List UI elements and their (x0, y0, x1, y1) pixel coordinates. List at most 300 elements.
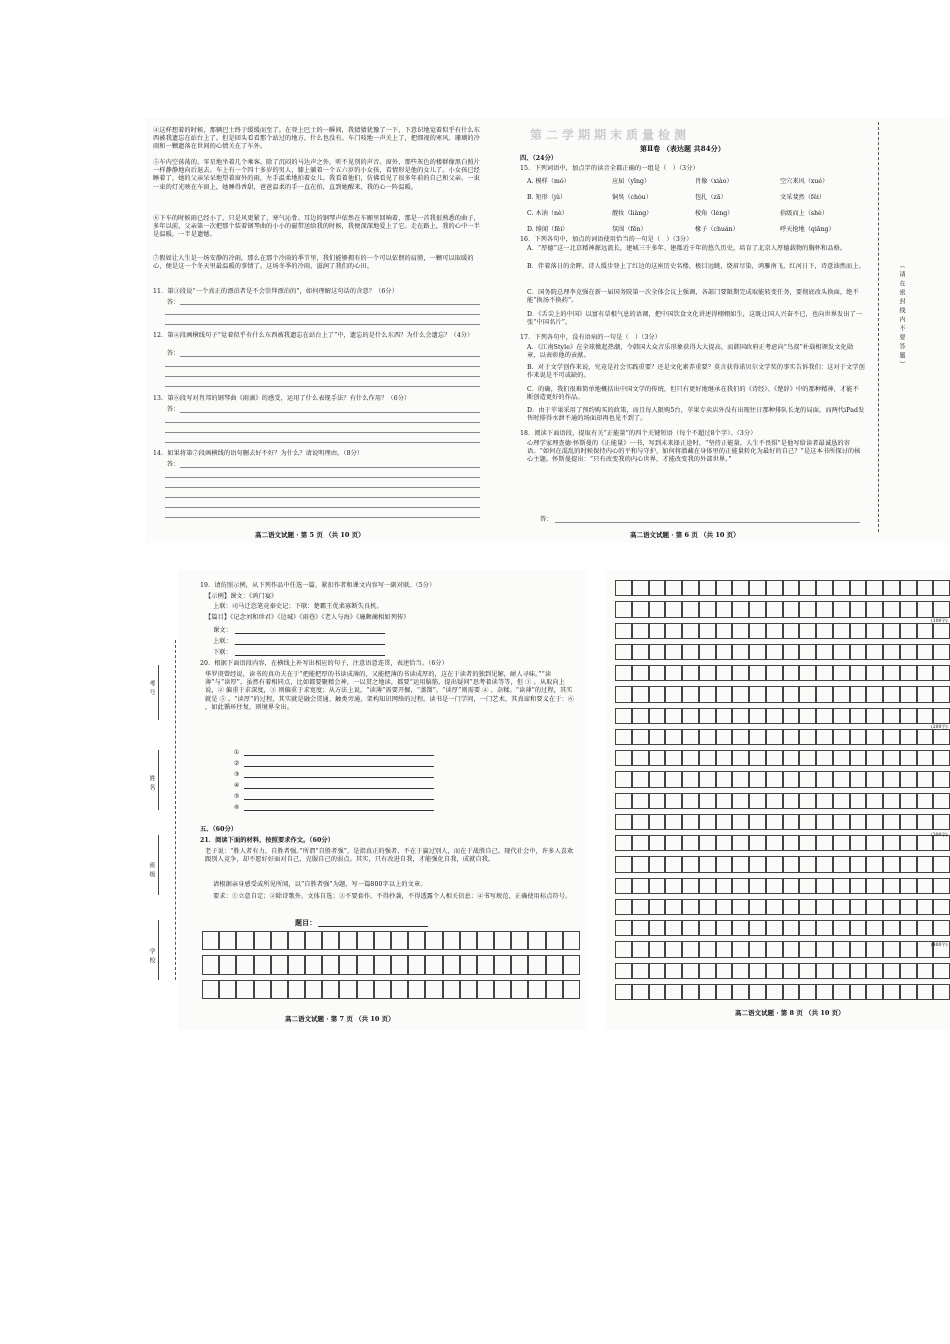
grid-cell[interactable] (374, 955, 391, 974)
q20-answer-3[interactable] (244, 777, 434, 778)
q19-upper-input[interactable] (235, 644, 385, 645)
grid-cell[interactable] (933, 899, 950, 915)
grid-cell[interactable] (783, 856, 800, 872)
option-b-1[interactable]: B. 矩形（jǔ） (527, 194, 567, 201)
grid-cell[interactable] (866, 814, 883, 830)
grid-cell[interactable] (783, 814, 800, 830)
answer-line[interactable] (180, 467, 480, 468)
grid-cell[interactable] (649, 920, 666, 936)
grid-cell[interactable] (883, 793, 900, 809)
grid-cell[interactable] (219, 980, 236, 999)
grid-cell[interactable] (833, 878, 850, 894)
grid-cell[interactable] (833, 750, 850, 766)
grid-cell[interactable] (649, 941, 666, 957)
answer-line[interactable] (165, 386, 480, 387)
grid-cell[interactable] (615, 920, 632, 936)
grid-cell[interactable] (460, 931, 477, 950)
grid-cell[interactable] (866, 750, 883, 766)
grid-cell[interactable] (850, 920, 867, 936)
grid-cell[interactable] (816, 878, 833, 894)
grid-cell[interactable] (682, 878, 699, 894)
grid-cell[interactable] (917, 601, 934, 617)
grid-cell[interactable] (494, 980, 511, 999)
q17-option-c[interactable]: C．的确，我们很难简单地概括出中国文学的传统，但只有更好地继承在我们的《诗经》、《楚辞》中的那种精神，才能不断创造更好的作品。 (527, 386, 859, 402)
grid-cell[interactable] (665, 771, 682, 787)
answer-line[interactable] (165, 477, 480, 478)
grid-cell[interactable] (615, 601, 632, 617)
grid-cell[interactable] (883, 750, 900, 766)
grid-cell[interactable] (615, 814, 632, 830)
grid-cell[interactable] (649, 623, 666, 639)
grid-cell[interactable] (850, 729, 867, 745)
grid-cell[interactable] (632, 963, 649, 979)
grid-cell[interactable] (665, 601, 682, 617)
grid-cell[interactable] (615, 878, 632, 894)
q16-option-a[interactable]: A．“厚德”这一北京精神源远流长，建城三千多年、建都近千年的悠久历史，培育了北京人厚德载物的胸怀和品格。 (527, 245, 847, 252)
grid-cell[interactable] (699, 878, 716, 894)
grid-cell[interactable] (900, 601, 917, 617)
grid-cell[interactable] (443, 955, 460, 974)
grid-cell[interactable] (716, 878, 733, 894)
grid-cell[interactable] (900, 708, 917, 724)
grid-cell[interactable] (665, 878, 682, 894)
grid-cell[interactable] (766, 963, 783, 979)
grid-cell[interactable] (749, 750, 766, 766)
grid-cell[interactable] (665, 984, 682, 1000)
grid-cell[interactable] (866, 963, 883, 979)
grid-cell[interactable] (632, 793, 649, 809)
grid-cell[interactable] (883, 644, 900, 660)
grid-cell[interactable] (766, 856, 783, 872)
grid-cell[interactable] (783, 899, 800, 915)
q16-option-c[interactable]: C．国务院总理李克强在新一届国务院第一次全体会议上强调，各部门要限期完成取能转变任务，要彻底改头换面，绝不能“换汤不换药”。 (527, 289, 859, 305)
grid-cell[interactable] (749, 771, 766, 787)
grid-cell[interactable] (632, 623, 649, 639)
answer-line[interactable] (165, 517, 480, 518)
grid-cell[interactable] (682, 835, 699, 851)
grid-cell[interactable] (933, 665, 950, 681)
grid-cell[interactable] (682, 665, 699, 681)
grid-cell[interactable] (766, 984, 783, 1000)
answer-line[interactable] (165, 442, 480, 443)
grid-cell[interactable] (339, 980, 356, 999)
grid-cell[interactable] (850, 686, 867, 702)
grid-cell[interactable] (649, 580, 666, 596)
grid-cell[interactable] (632, 814, 649, 830)
grid-cell[interactable] (391, 931, 408, 950)
grid-cell[interactable] (219, 955, 236, 974)
answer-line[interactable] (165, 432, 480, 433)
grid-cell[interactable] (749, 580, 766, 596)
grid-cell[interactable] (850, 814, 867, 830)
essay-writing-grid[interactable] (202, 931, 580, 999)
grid-cell[interactable] (649, 984, 666, 1000)
grid-cell[interactable] (732, 771, 749, 787)
grid-cell[interactable] (749, 814, 766, 830)
grid-cell[interactable] (783, 771, 800, 787)
q17-option-d[interactable]: D．由于苹果采用了预约购买的政策，而且每人限购5台，苹果专卖店外没有出现往日那种排队长龙的局面，而两代iPad发售时排得水泄不通的场面却再也见不到了。 (527, 407, 865, 423)
grid-cell[interactable] (933, 601, 950, 617)
grid-cell[interactable] (665, 835, 682, 851)
grid-cell[interactable] (883, 623, 900, 639)
grid-cell[interactable] (866, 644, 883, 660)
grid-cell[interactable] (766, 835, 783, 851)
grid-cell[interactable] (816, 984, 833, 1000)
grid-cell[interactable] (766, 665, 783, 681)
grid-cell[interactable] (699, 963, 716, 979)
grid-cell[interactable] (850, 793, 867, 809)
grid-cell[interactable] (917, 708, 934, 724)
grid-cell[interactable] (799, 771, 816, 787)
grid-cell[interactable] (716, 941, 733, 957)
grid-cell[interactable] (766, 601, 783, 617)
grid-cell[interactable] (716, 644, 733, 660)
grid-cell[interactable] (528, 980, 545, 999)
grid-cell[interactable] (783, 580, 800, 596)
grid-cell[interactable] (699, 899, 716, 915)
grid-cell[interactable] (933, 814, 950, 830)
grid-cell[interactable] (783, 750, 800, 766)
grid-cell[interactable] (833, 665, 850, 681)
grid-cell[interactable] (699, 835, 716, 851)
grid-cell[interactable] (850, 580, 867, 596)
grid-cell[interactable] (900, 856, 917, 872)
grid-cell[interactable] (799, 623, 816, 639)
grid-cell[interactable] (305, 931, 322, 950)
grid-cell[interactable] (699, 665, 716, 681)
grid-cell[interactable] (699, 920, 716, 936)
grid-cell[interactable] (716, 814, 733, 830)
grid-cell[interactable] (699, 708, 716, 724)
grid-cell[interactable] (883, 984, 900, 1000)
grid-cell[interactable] (766, 708, 783, 724)
grid-cell[interactable] (632, 729, 649, 745)
grid-cell[interactable] (716, 601, 733, 617)
grid-cell[interactable] (917, 920, 934, 936)
grid-cell[interactable] (850, 963, 867, 979)
q20-answer-6[interactable] (244, 810, 434, 811)
grid-cell[interactable] (799, 793, 816, 809)
grid-cell[interactable] (900, 771, 917, 787)
grid-cell[interactable] (850, 644, 867, 660)
grid-cell[interactable] (933, 963, 950, 979)
grid-cell[interactable] (682, 750, 699, 766)
grid-cell[interactable] (632, 601, 649, 617)
answer-line[interactable] (165, 507, 480, 508)
grid-cell[interactable] (699, 601, 716, 617)
grid-cell[interactable] (682, 708, 699, 724)
grid-cell[interactable] (900, 665, 917, 681)
grid-cell[interactable] (682, 856, 699, 872)
grid-cell[interactable] (305, 955, 322, 974)
grid-cell[interactable] (799, 580, 816, 596)
grid-cell[interactable] (732, 878, 749, 894)
grid-cell[interactable] (732, 686, 749, 702)
grid-cell[interactable] (799, 708, 816, 724)
answer-line[interactable] (165, 324, 480, 325)
answer-line[interactable] (165, 422, 480, 423)
grid-cell[interactable] (917, 644, 934, 660)
grid-cell[interactable] (699, 814, 716, 830)
grid-cell[interactable] (649, 686, 666, 702)
grid-cell[interactable] (699, 771, 716, 787)
grid-cell[interactable] (699, 580, 716, 596)
grid-cell[interactable] (933, 920, 950, 936)
grid-cell[interactable] (783, 644, 800, 660)
grid-cell[interactable] (732, 580, 749, 596)
grid-cell[interactable] (766, 771, 783, 787)
grid-cell[interactable] (682, 984, 699, 1000)
grid-cell[interactable] (649, 835, 666, 851)
grid-cell[interactable] (563, 931, 580, 950)
grid-cell[interactable] (511, 980, 528, 999)
grid-cell[interactable] (833, 580, 850, 596)
grid-cell[interactable] (900, 963, 917, 979)
grid-cell[interactable] (546, 931, 563, 950)
q20-answer-2[interactable] (244, 766, 434, 767)
grid-cell[interactable] (900, 941, 917, 957)
grid-cell[interactable] (716, 729, 733, 745)
grid-cell[interactable] (665, 899, 682, 915)
grid-cell[interactable] (833, 920, 850, 936)
grid-cell[interactable] (866, 878, 883, 894)
grid-cell[interactable] (682, 899, 699, 915)
grid-cell[interactable] (866, 941, 883, 957)
grid-cell[interactable] (850, 623, 867, 639)
grid-cell[interactable] (632, 644, 649, 660)
grid-cell[interactable] (766, 644, 783, 660)
grid-cell[interactable] (511, 931, 528, 950)
grid-cell[interactable] (254, 980, 271, 999)
grid-cell[interactable] (357, 980, 374, 999)
grid-cell[interactable] (816, 941, 833, 957)
grid-cell[interactable] (749, 623, 766, 639)
grid-cell[interactable] (236, 980, 253, 999)
grid-cell[interactable] (917, 984, 934, 1000)
grid-cell[interactable] (732, 941, 749, 957)
grid-cell[interactable] (933, 793, 950, 809)
grid-cell[interactable] (900, 729, 917, 745)
grid-cell[interactable] (883, 878, 900, 894)
name-field[interactable] (158, 750, 159, 810)
grid-cell[interactable] (783, 601, 800, 617)
class-field[interactable] (158, 835, 159, 895)
grid-cell[interactable] (391, 980, 408, 999)
option-c-1[interactable]: C. 木讷（nè） (527, 210, 568, 217)
grid-cell[interactable] (682, 814, 699, 830)
grid-cell[interactable] (615, 665, 632, 681)
grid-cell[interactable] (749, 984, 766, 1000)
grid-cell[interactable] (271, 980, 288, 999)
grid-cell[interactable] (288, 955, 305, 974)
grid-cell[interactable] (850, 941, 867, 957)
grid-cell[interactable] (933, 580, 950, 596)
grid-cell[interactable] (883, 665, 900, 681)
grid-cell[interactable] (933, 771, 950, 787)
grid-cell[interactable] (900, 644, 917, 660)
grid-cell[interactable] (443, 980, 460, 999)
grid-cell[interactable] (866, 984, 883, 1000)
grid-cell[interactable] (749, 835, 766, 851)
grid-cell[interactable] (883, 920, 900, 936)
grid-cell[interactable] (615, 729, 632, 745)
grid-cell[interactable] (288, 980, 305, 999)
grid-cell[interactable] (357, 955, 374, 974)
grid-cell[interactable] (799, 856, 816, 872)
grid-cell[interactable] (732, 793, 749, 809)
grid-cell[interactable] (866, 708, 883, 724)
grid-cell[interactable] (425, 955, 442, 974)
grid-cell[interactable] (900, 793, 917, 809)
grid-cell[interactable] (833, 729, 850, 745)
grid-cell[interactable] (682, 644, 699, 660)
grid-cell[interactable] (850, 835, 867, 851)
grid-cell[interactable] (850, 750, 867, 766)
grid-cell[interactable] (766, 793, 783, 809)
grid-cell[interactable] (682, 580, 699, 596)
grid-cell[interactable] (883, 941, 900, 957)
grid-cell[interactable] (883, 729, 900, 745)
grid-cell[interactable] (933, 984, 950, 1000)
grid-cell[interactable] (833, 984, 850, 1000)
grid-cell[interactable] (850, 771, 867, 787)
grid-cell[interactable] (799, 686, 816, 702)
grid-cell[interactable] (917, 878, 934, 894)
grid-cell[interactable] (665, 644, 682, 660)
grid-cell[interactable] (615, 580, 632, 596)
grid-cell[interactable] (649, 729, 666, 745)
grid-cell[interactable] (783, 878, 800, 894)
grid-cell[interactable] (271, 931, 288, 950)
grid-cell[interactable] (477, 955, 494, 974)
grid-cell[interactable] (716, 793, 733, 809)
grid-cell[interactable] (649, 750, 666, 766)
grid-cell[interactable] (783, 623, 800, 639)
grid-cell[interactable] (766, 623, 783, 639)
grid-cell[interactable] (408, 931, 425, 950)
grid-cell[interactable] (833, 835, 850, 851)
grid-cell[interactable] (866, 580, 883, 596)
grid-cell[interactable] (933, 623, 950, 639)
grid-cell[interactable] (933, 856, 950, 872)
grid-cell[interactable] (816, 686, 833, 702)
grid-cell[interactable] (883, 899, 900, 915)
grid-cell[interactable] (866, 686, 883, 702)
grid-cell[interactable] (816, 963, 833, 979)
grid-cell[interactable] (783, 984, 800, 1000)
grid-cell[interactable] (632, 665, 649, 681)
grid-cell[interactable] (749, 686, 766, 702)
grid-cell[interactable] (766, 878, 783, 894)
grid-cell[interactable] (917, 729, 934, 745)
grid-cell[interactable] (866, 899, 883, 915)
grid-cell[interactable] (511, 955, 528, 974)
grid-cell[interactable] (202, 980, 219, 999)
grid-cell[interactable] (850, 601, 867, 617)
grid-cell[interactable] (883, 686, 900, 702)
grid-cell[interactable] (732, 963, 749, 979)
grid-cell[interactable] (665, 941, 682, 957)
grid-cell[interactable] (883, 708, 900, 724)
grid-cell[interactable] (716, 665, 733, 681)
answer-line[interactable] (165, 497, 480, 498)
grid-cell[interactable] (799, 601, 816, 617)
answer-line[interactable] (555, 522, 860, 523)
grid-cell[interactable] (850, 708, 867, 724)
grid-cell[interactable] (816, 729, 833, 745)
grid-cell[interactable] (749, 878, 766, 894)
grid-cell[interactable] (615, 771, 632, 787)
grid-cell[interactable] (732, 920, 749, 936)
grid-cell[interactable] (716, 920, 733, 936)
grid-cell[interactable] (833, 941, 850, 957)
grid-cell[interactable] (288, 931, 305, 950)
option-a-1[interactable]: A. 模样（mó） (527, 178, 570, 185)
grid-cell[interactable] (649, 644, 666, 660)
grid-cell[interactable] (716, 984, 733, 1000)
grid-cell[interactable] (766, 920, 783, 936)
grid-cell[interactable] (766, 686, 783, 702)
grid-cell[interactable] (649, 708, 666, 724)
grid-cell[interactable] (900, 623, 917, 639)
grid-cell[interactable] (528, 931, 545, 950)
grid-cell[interactable] (732, 729, 749, 745)
grid-cell[interactable] (202, 931, 219, 950)
q20-answer-1[interactable] (244, 755, 434, 756)
answer-line[interactable] (165, 314, 480, 315)
exam-number-field[interactable] (158, 665, 159, 720)
grid-cell[interactable] (766, 899, 783, 915)
grid-cell[interactable] (749, 899, 766, 915)
grid-cell[interactable] (632, 580, 649, 596)
grid-cell[interactable] (816, 814, 833, 830)
grid-cell[interactable] (799, 644, 816, 660)
grid-cell[interactable] (799, 920, 816, 936)
grid-cell[interactable] (833, 708, 850, 724)
grid-cell[interactable] (833, 686, 850, 702)
grid-cell[interactable] (799, 750, 816, 766)
grid-cell[interactable] (850, 878, 867, 894)
grid-cell[interactable] (866, 623, 883, 639)
grid-cell[interactable] (649, 771, 666, 787)
grid-cell[interactable] (339, 955, 356, 974)
grid-cell[interactable] (716, 623, 733, 639)
grid-cell[interactable] (850, 856, 867, 872)
grid-cell[interactable] (749, 708, 766, 724)
q16-option-d[interactable]: D．《舌尖上的中国》以富有草根气息的语调，把中国饮食文化讲述得栩栩如生，这既让国人兴奋不已，也向世界发出了一张“中国名片”。 (527, 311, 863, 327)
grid-cell[interactable] (649, 665, 666, 681)
grid-cell[interactable] (615, 984, 632, 1000)
grid-cell[interactable] (783, 963, 800, 979)
grid-cell[interactable] (682, 686, 699, 702)
grid-cell[interactable] (883, 601, 900, 617)
grid-cell[interactable] (749, 941, 766, 957)
grid-cell[interactable] (799, 665, 816, 681)
grid-cell[interactable] (477, 980, 494, 999)
grid-cell[interactable] (883, 963, 900, 979)
grid-cell[interactable] (649, 814, 666, 830)
grid-cell[interactable] (546, 980, 563, 999)
grid-cell[interactable] (833, 856, 850, 872)
grid-cell[interactable] (699, 644, 716, 660)
grid-cell[interactable] (563, 980, 580, 999)
answer-line[interactable] (180, 356, 480, 357)
grid-cell[interactable] (443, 931, 460, 950)
grid-cell[interactable] (649, 899, 666, 915)
grid-cell[interactable] (460, 980, 477, 999)
q19-lower-input[interactable] (235, 655, 385, 656)
grid-cell[interactable] (866, 920, 883, 936)
